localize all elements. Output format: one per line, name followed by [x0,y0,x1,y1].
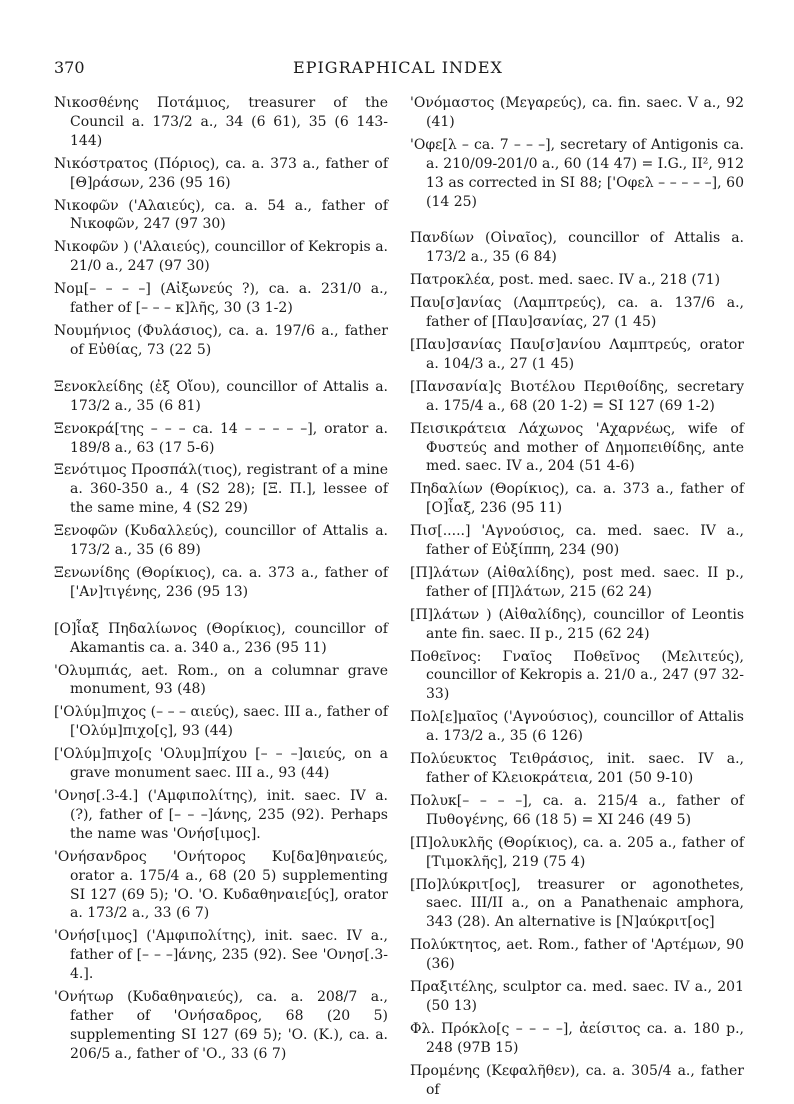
index-entry: Νικοφῶν ) ('Αλαιεύς), councillor of Kekropis a. 21/0 a., 247 (97 30) [54,239,388,275]
index-entry: Πανδίων (Οἰναῖος), councillor of Attalis a. 173/2 a., 35 (6 84) [410,230,744,266]
index-entry: Πολυκ[– – – –], ca. a. 215/4 a., father of Πυθογένης, 66 (18 5) = XI 246 (49 5) [410,792,744,828]
index-entry: 'Ονησ[.3-4.] ('Αμφιπολίτης), init. saec. IV a. (?), father of [– – –]άνης, 235 (92). Perhaps the name was 'Ονήσ[ιμος]. [54,788,388,842]
right-column [410,94,744,1104]
running-title: EPIGRAPHICAL INDEX [293,58,503,77]
index-entry: Πραξιτέλης, sculptor ca. med. saec. IV a., 201 (50 13) [410,979,744,1014]
index-entry: Ποθεῖνος: Γναῖος Ποθεῖνος (Μελιτεύς), councillor of Kekropis a. 21/0 a., 247 (97 32-33) [410,648,744,703]
index-entry: Πολύευκτος Τειθράσιος, init. saec. IV a., father of Κλειοκράτεια, 201 (50 9-10) [410,751,744,786]
index-entry: Νικόστρατος (Πόριος), ca. a. 373 a., father of [Θ]ράσων, 236 (95 16) [54,155,388,191]
index-entry: Πολ[ε]μαῖος ('Αγνούσιος), councillor of Attalis a. 173/2 a., 35 (6 126) [410,709,744,745]
index-entry: 'Ολυμπιάς, aet. Rom., on a columnar grave monument, 93 (48) [54,662,388,698]
index-entry: 'Ονήσ[ιμος] ('Αμφιπολίτης), init. saec. IV a., father of [– – –]άνης, 235 (92). See 'Ονησ[.3-4.]. [54,928,388,983]
index-entry: Προμένης (Κεφαλῆθεν), ca. a. 305/4 a., father of [410,1062,744,1098]
entry-spacer [410,215,744,229]
index-entry: 'Ονήσανδρος 'Ονήτορος Κυ[δα]θηναιεύς, orator a. 175/4 a., 68 (20 5) supplementing SI 127 (69 5); 'Ο. 'Ο. Κυδαθηναιε[ύς], orator a. 173/2 a., 33 (6 7) [54,848,388,922]
entry-spacer [54,364,388,378]
index-entry: Νουμήνιος (Φυλάσιος), ca. a. 197/6 a., father of Εὐθίας, 73 (22 5) [54,322,388,358]
index-entry: Πολύκτητος, aet. Rom., father of 'Αρτέμων, 90 (36) [410,937,744,973]
index-entry: Ξενοφῶν (Κυδαλλεύς), councillor of Attalis a. 173/2 a., 35 (6 89) [54,523,388,559]
index-entry: Πισ[.....] 'Αγνούσιος, ca. med. saec. IV a., father of Εὐξίππη, 234 (90) [410,523,744,559]
index-entry: [Πανσανία]ς Βιοτέλου Περιθοίδης, secretary a. 175/4 a., 68 (20 1-2) = SI 127 (69 1-2) [410,378,744,414]
index-entry: [Παυ]σανίας Παυ[σ]ανίου Λαμπτρεύς, orator a. 104/3 a., 27 (1 45) [410,336,744,372]
index-entry: ['Ολύμ]πιχος (– – – αιεύς), saec. III a., father of ['Ολύμ]πιχο[ς], 93 (44) [54,704,388,740]
index-entry: Πατροκλέα, post. med. saec. IV a., 218 (71) [410,272,721,289]
index-entry: [Π]ολυκλῆς (Θορίκιος), ca. a. 205 a., father of [Τιμοκλῆς], 219 (75 4) [410,834,744,870]
page-number: 370 [54,58,85,77]
index-entry: Ξενότιμος Προσπάλ(τιος), registrant of a mine a. 360-350 a., 4 (S2 28); [Ξ. Π.], lessee of the same mine, 4 (S2 29) [54,462,388,517]
index-entry: 'Ονήτωρ (Κυδαθηναιεύς), ca. a. 208/7 a., father of 'Ονήσαδρος, 68 (20 5) supplementing SI 127 (69 5); 'Ο. (Κ.), ca. a. 206/5 a., father of 'Ο., 33 (6 7) [54,989,388,1062]
index-entry: Νομ[– – – –] (Αἰξωνεύς ?), ca. a. 231/0 a., father of [– – – κ]λῆς, 30 (3 1-2) [54,281,388,317]
entry-spacer [54,606,388,620]
index-entry: [Π]λάτων ) (Αἰθαλίδης), councillor of Leontis ante fin. saec. II p., 215 (62 24) [410,606,744,642]
index-entry: Ξενοκρά[της – – – ca. 14 – – – – –], orator a. 189/8 a., 63 (17 5-6) [54,420,388,456]
index-entry: Νικοσθένης Ποτάμιος, treasurer of the Council a. 173/2 a., 34 (6 61), 35 (6 143-144) [54,95,388,149]
index-entry: 'Ονόμαστος (Μεγαρεύς), ca. fin. saec. V a., 92 (41) [410,95,744,130]
page-header [54,58,742,80]
left-column [54,94,388,1068]
index-entry: [Πο]λύκριτ[ος], treasurer or agonothetes, saec. III/II a., on a Panathenaic amphora, 343 (28). An alternative is [Ν]αύκριτ[ος] [410,876,744,931]
index-entry: Πηδαλίων (Θορίκιος), ca. a. 373 a., father of [Ο]ἶαξ, 236 (95 11) [410,481,744,517]
index-entry: Πεισικράτεια Λάχωνος 'Αχαρνέως, wife of Φυστεύς and mother of Δημοπειθίδης, ante med. saec. IV a., 204 (51 4-6) [410,420,744,475]
index-entry: 'Οφε[λ – ca. 7 – – –], secretary of Antigonis ca. a. 210/09-201/0 a., 60 (14 47) = I.G., II², 912 13 as corrected in SI 88; ['Οφελ – – – – –], 60 (14 25) [410,136,744,210]
index-entry: Φλ. Πρόκλο[ς – – – –], ἀείσιτος ca. a. 180 p., 248 (97B 15) [410,1020,744,1056]
index-entry: Νικοφῶν ('Αλαιεύς), ca. a. 54 a., father of Νικοφῶν, 247 (97 30) [54,197,388,233]
index-entry: Παυ[σ]ανίας (Λαμπτρεύς), ca. a. 137/6 a., father of [Παυ]σανίας, 27 (1 45) [410,295,744,331]
index-entry: [Ο]ἶαξ Πηδαλίωνος (Θορίκιος), councillor of Akamantis ca. a. 340 a., 236 (95 11) [54,620,388,656]
index-entry: Ξενωνίδης (Θορίκιος), ca. a. 373 a., father of ['Αν]τιγένης, 236 (95 13) [54,564,388,600]
index-entry: [Π]λάτων (Αἰθαλίδης), post med. saec. II p., father of [Π]λάτων, 215 (62 24) [410,564,744,600]
index-entry: ['Ολύμ]πιχο[ς 'Ολυμ]πίχου [– – –]αιεύς, on a grave monument saec. III a., 93 (44) [54,746,388,782]
index-entry: Ξενοκλείδης (ἐξ Οἴου), councillor of Attalis a. 173/2 a., 35 (6 81) [54,378,388,414]
